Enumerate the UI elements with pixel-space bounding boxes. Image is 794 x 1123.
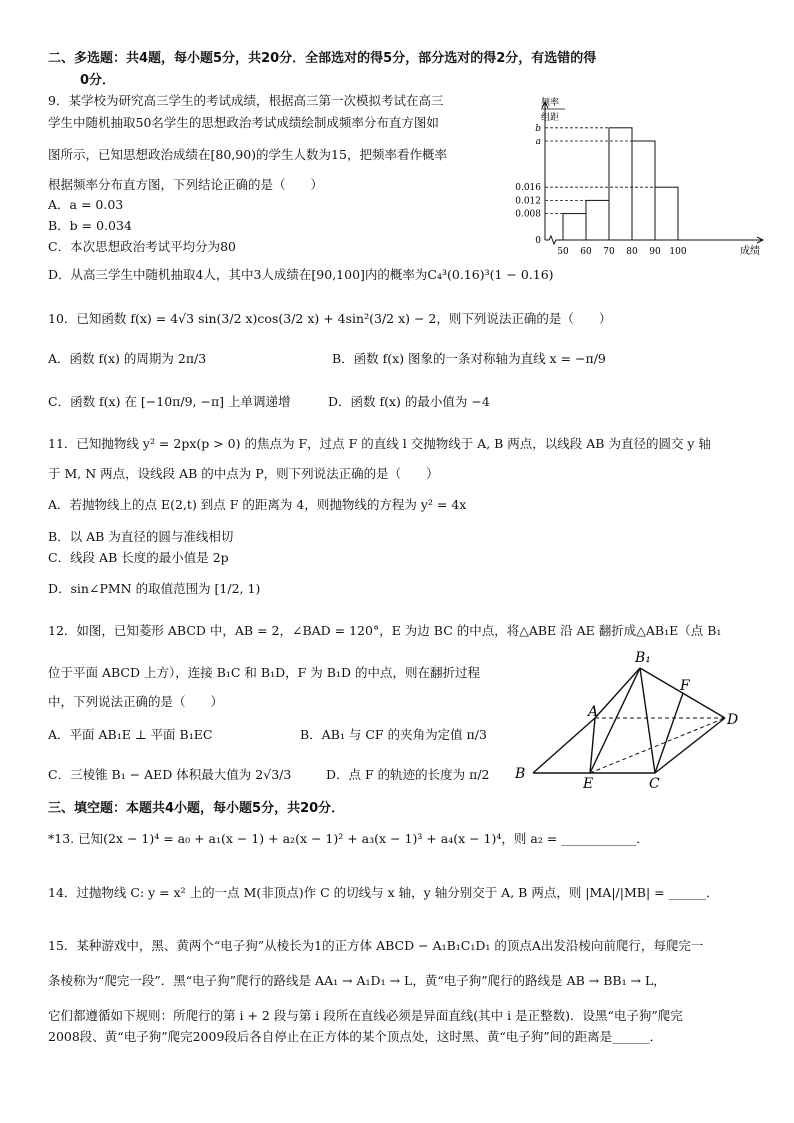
histogram-bar (655, 187, 678, 240)
section3-heading: 三、填空题：本题共4小题，每小题5分，共20分． (48, 801, 345, 816)
edge-CD (655, 718, 725, 773)
edge-CF (655, 693, 683, 773)
x-axis-label: 成绩 (740, 246, 760, 257)
q9-option-d: D．从高三学生中随机抽取4人，其中3人成绩在[90,100]内的概率为C₄³(0.16)³(1 − 0.16) (48, 267, 554, 282)
q9-stem-line3: 图所示，已知思想政治成绩在[80,90)的学生人数为15，把频率看作概率 (48, 147, 447, 162)
rhombus-fold-figure (505, 648, 750, 793)
x-tick-label: 90 (649, 247, 661, 257)
label-B1: B₁ (635, 650, 651, 666)
label-A: A (588, 704, 599, 720)
edge-B1C (640, 668, 655, 773)
q10-option-d: D．函数 f(x) 的最小值为 −4 (328, 394, 490, 409)
y-tick-label: 0.012 (515, 196, 541, 207)
x-tick-label: 100 (669, 247, 687, 257)
x-tick-label: 60 (580, 247, 592, 257)
label-F: F (680, 678, 690, 694)
q11-stem-line2: 于 M, N 两点，设线段 AB 的中点为 P，则下列说法正确的是（ ） (48, 466, 439, 481)
label-C: C (649, 776, 660, 792)
y-tick-label-zero: 0 (535, 236, 541, 246)
section2-heading-cont: 0分． (80, 73, 116, 88)
y-label-bottom: 组距 (541, 113, 560, 123)
y-label-top: 频率 (541, 98, 560, 108)
x-tick-label: 80 (626, 247, 638, 257)
q11-option-b: B．以 AB 为直径的圆与准线相切 (48, 529, 234, 544)
frequency-histogram (505, 92, 760, 257)
edge-B1A (595, 668, 640, 718)
q12-option-c: C．三棱锥 B₁ − AED 体积最大值为 2√3/3 (48, 767, 292, 782)
y-tick-label: b (535, 123, 541, 134)
q10-option-a: A．函数 f(x) 的周期为 2π/3 (48, 351, 207, 366)
q9-option-c: C．本次思想政治考试平均分为80 (48, 239, 236, 254)
q12-stem-line3: 中，下列说法正确的是（ ） (48, 694, 224, 709)
histogram-bar (632, 141, 655, 240)
q15-line1: 15．某种游戏中，黑、黄两个“电子狗”从棱长为1的正方体 ABCD − A₁B₁C₁D₁ 的顶点A出发沿棱向前爬行，每爬完一 (48, 938, 704, 953)
q15-line4: 2008段、黄“电子狗”爬完2009段后各自停止在正方体的某个顶点处，这时黑、黄“电子狗”间的距离是______． (48, 1029, 663, 1044)
y-tick-label: a (535, 137, 541, 147)
label-D: D (727, 712, 739, 728)
q11-option-c: C．线段 AB 长度的最小值是 2p (48, 550, 229, 565)
q12-option-b: B．AB₁ 与 CF 的夹角为定值 π/3 (300, 727, 487, 742)
histogram-bar (563, 214, 586, 240)
y-tick-label: 0.008 (515, 209, 541, 220)
q9-stem-line4: 根据频率分布直方图，下列结论正确的是（ ） (48, 177, 324, 192)
edge-BA (533, 718, 595, 773)
histogram-bar (609, 128, 632, 240)
q12-stem-line1: 12．如图，已知菱形 ABCD 中，AB = 2，∠BAD = 120°，E 为边 BC 的中点，将△ABE 沿 AE 翻折成△AB₁E（点 B₁ (48, 623, 722, 638)
q9-option-a: A．a = 0.03 (48, 197, 124, 212)
q12-stem-line2: 位于平面 ABCD 上方），连接 B₁C 和 B₁D，F 为 B₁D 的中点，则在翻折过程 (48, 665, 480, 680)
q12-option-a: A．平面 AB₁E ⊥ 平面 B₁EC (48, 727, 213, 742)
q10-option-b: B．函数 f(x) 图象的一条对称轴为直线 x = −π/9 (332, 351, 606, 366)
label-E: E (583, 776, 594, 792)
q14-stem: 14．过抛物线 C: y = x² 上的一点 M(非顶点)作 C 的切线与 x 轴，y 轴分别交于 A, B 两点，则 |MA|/|MB| = ______． (48, 885, 719, 900)
q12-option-d: D．点 F 的轨迹的长度为 π/2 (326, 767, 490, 782)
edge-B1E (590, 668, 640, 773)
y-tick-label: 0.016 (515, 183, 541, 194)
histogram-bar (586, 200, 609, 240)
q10-stem: 10．已知函数 f(x) = 4√3 sin(3/2 x)cos(3/2 x) + 4sin²(3/2 x) − 2，则下列说法正确的是（ ） (48, 311, 612, 326)
q15-line2: 条棱称为“爬完一段”．黑“电子狗”爬行的路线是 AA₁ → A₁D₁ → L，黄“电子狗”爬行的路线是 AB → BB₁ → L， (48, 973, 666, 988)
q11-option-d: D．sin∠PMN 的取值范围为 [1/2, 1) (48, 581, 261, 596)
x-tick-label: 50 (557, 247, 569, 257)
q13-stem: *13. 已知(2x − 1)⁴ = a₀ + a₁(x − 1) + a₂(x − 1)² + a₃(x − 1)³ + a₄(x − 1)⁴，则 a₂ = ____________． (48, 831, 649, 846)
q9-stem-line2: 学生中随机抽取50名学生的思想政治考试成绩绘制成频率分布直方图如 (48, 115, 439, 130)
label-B: B (515, 766, 526, 782)
q11-option-a: A．若抛物线上的点 E(2,t) 到点 F 的距离为 4，则抛物线的方程为 y² = 4x (48, 497, 467, 512)
q15-line3: 它们都遵循如下规则：所爬行的第 i + 2 段与第 i 段所在直线必须是异面直线(其中 i 是正整数)．设黑“电子狗”爬完 (48, 1008, 683, 1023)
q11-stem-line1: 11．已知抛物线 y² = 2px(p > 0) 的焦点为 F，过点 F 的直线 l 交抛物线于 A, B 两点，以线段 AB 为直径的圆交 y 轴 (48, 436, 711, 451)
q10-option-c: C．函数 f(x) 在 [−10π/9, −π] 上单调递增 (48, 394, 291, 409)
x-tick-label: 70 (603, 247, 615, 257)
section2-heading: 二、多选题：共4题，每小题5分，共20分．全部选对的得5分，部分选对的得2分，有选错的得 (48, 51, 597, 66)
q9-option-b: B．b = 0.034 (48, 218, 132, 233)
q9-stem-line1: 9．某学校为研究高三学生的考试成绩，根据高三第一次模拟考试在高三 (48, 93, 444, 108)
